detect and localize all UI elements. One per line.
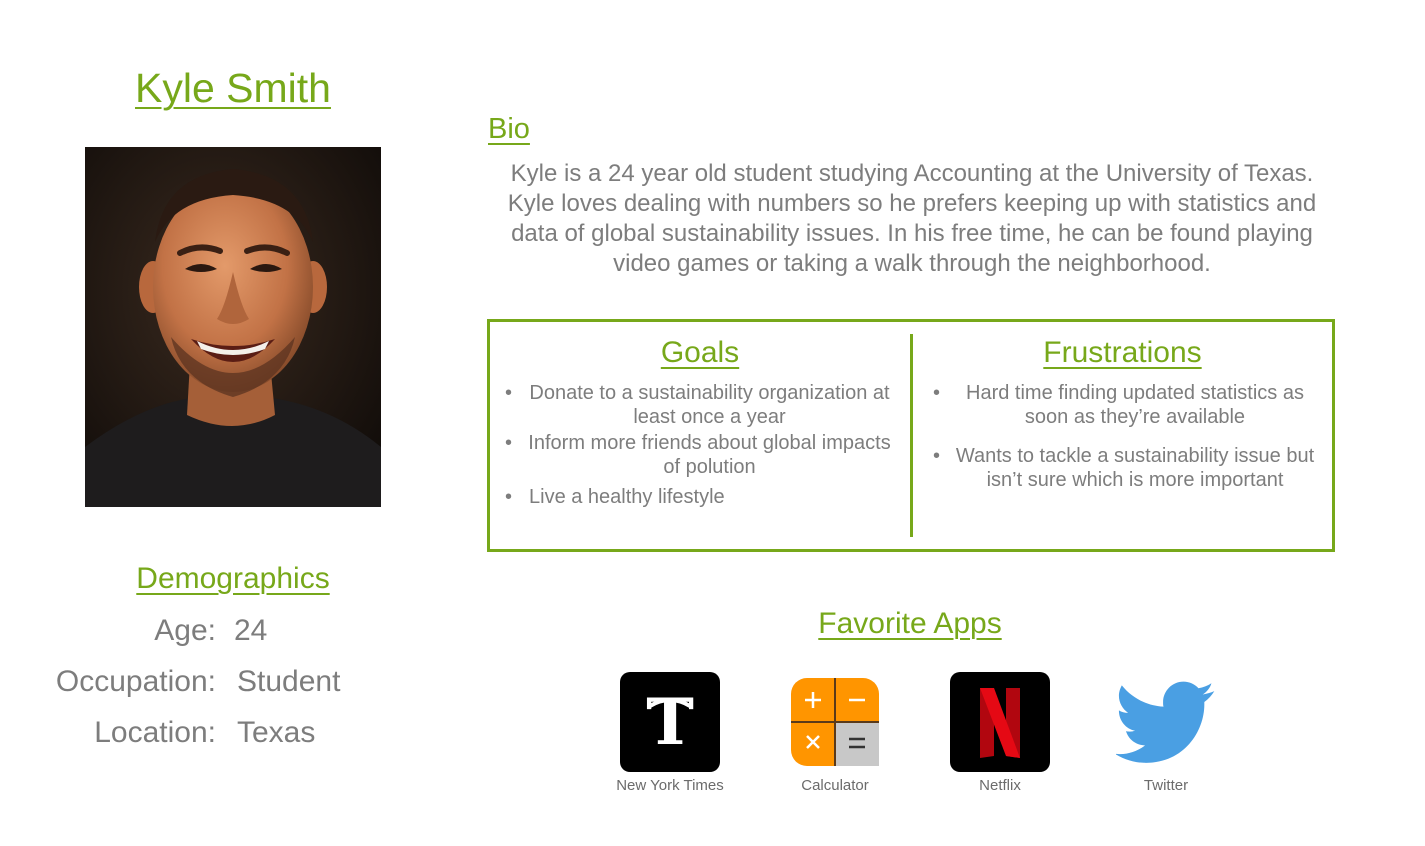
demographics-title: Demographics [136,562,330,595]
app-new-york-times[interactable] [600,672,740,795]
demographic-value: 24 [234,614,268,647]
bio-text: Kyle is a 24 year old student studying Accounting at the University of Texas. Kyle loves dealing with numbers so he prefers keeping up with statistics and data of global sustainability issues. In his free time, he can be found playing video games or taking a walk through the neighborhood. [507,160,1317,277]
portrait-photo [85,147,381,507]
bio-title: Bio [488,113,530,145]
app-label: Calculator [801,777,869,794]
nyt-icon[interactable] [620,672,720,772]
favorite-apps-title: Favorite Apps [818,607,1002,640]
demographic-label: Location: [94,716,216,749]
panel-divider [910,334,913,537]
frustrations-list [955,381,1315,492]
goals-title: Goals [660,336,740,369]
demographic-value: Texas [237,716,316,749]
goal-item: • Live a healthy lifestyle [527,485,892,509]
demographic-label: Occupation: [55,665,216,698]
app-label: New York Times [616,777,724,794]
app-label: Twitter [1143,777,1189,794]
svg-text:T: T [646,685,694,760]
netflix-icon[interactable] [950,672,1050,772]
frustration-item: • Hard time finding updated statistics as soon as they’re available [955,381,1315,429]
frustrations-title: Frustrations [1043,336,1202,369]
persona-name: Kyle Smith [135,65,331,111]
portrait-illustration [85,147,381,507]
app-calculator[interactable] [765,672,905,795]
goal-item: • Donate to a sustainability organization at least once a year [527,381,892,429]
app-netflix[interactable] [930,672,1070,795]
goal-item: • Inform more friends about global impacts of polution [527,431,892,479]
demographic-value: Student [237,665,341,698]
frustration-item: • Wants to tackle a sustainability issue but isn’t sure which is more important [955,444,1315,492]
app-label: Netflix [979,777,1021,794]
calculator-icon[interactable] [785,672,885,772]
app-twitter[interactable] [1096,672,1236,795]
twitter-icon[interactable] [1116,672,1216,772]
goals-list [527,381,892,509]
demographic-label: Age: [154,614,216,647]
